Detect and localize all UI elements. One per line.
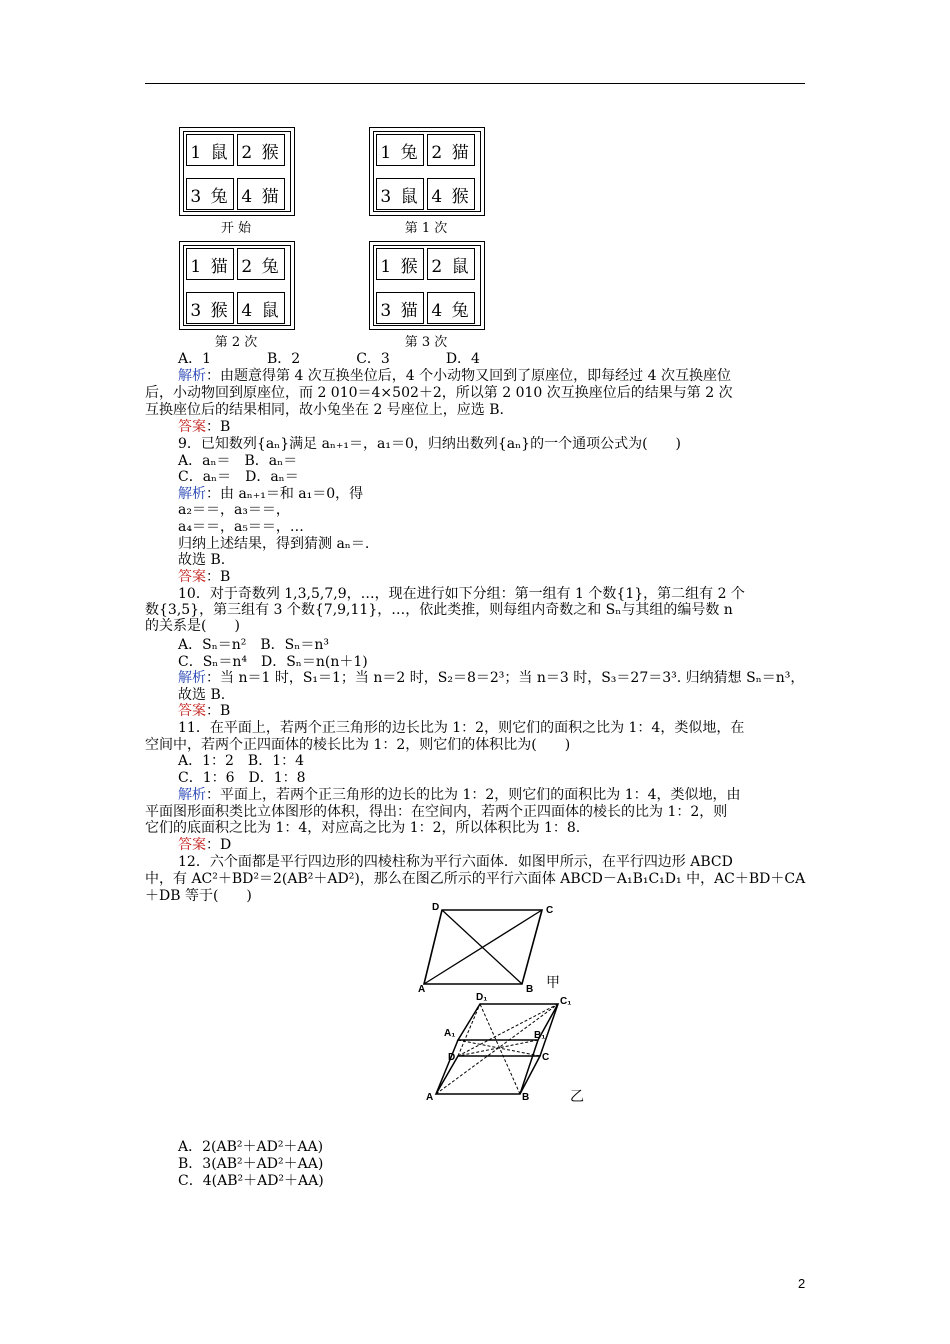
seat-cell: 1 猫 <box>186 248 234 280</box>
seat-cell: 2 兔 <box>237 248 285 280</box>
fig-yi-label-c: C <box>542 1052 550 1063</box>
text-line <box>178 519 304 536</box>
seat-diagram <box>369 241 485 330</box>
line-text: 11．在平面上，若两个正三角形的边长比为 1：2，则它们的面积之比为 1：4，类似地，在 <box>178 720 745 736</box>
analysis-label: 解析 <box>178 670 206 686</box>
seat-cell: 3 兔 <box>186 178 234 210</box>
seat-diagram <box>369 127 485 216</box>
line-text: 的关系是( ) <box>145 618 240 634</box>
figure-jia-label: 甲 <box>546 975 560 991</box>
page-number: 2 <box>798 1276 806 1291</box>
seat-diagram-caption: 开 始 <box>220 221 252 236</box>
analysis-label: 解析 <box>178 368 206 384</box>
text-line <box>178 720 744 737</box>
text-line <box>178 654 368 671</box>
seat-cell: 3 鼠 <box>376 178 424 210</box>
line-text: 9．已知数列{aₙ}满足 aₙ₊₁＝，a₁＝0，归纳出数列{aₙ}的一个通项公式为( ) <box>178 436 681 452</box>
analysis-label: 解析 <box>178 486 206 502</box>
line-text: C．aₙ＝ D．aₙ＝ <box>178 469 299 485</box>
seat-cell: 2 猴 <box>237 134 285 166</box>
text-line <box>178 770 306 787</box>
text-line <box>178 368 731 385</box>
seat-diagram-caption: 第 2 次 <box>214 335 258 350</box>
text-line <box>178 536 369 553</box>
header-rule <box>145 83 805 84</box>
q12-option-a: A．2(AB²＋AD²＋AA) <box>178 1139 324 1155</box>
text-line <box>178 670 804 687</box>
seat-cell: 4 猴 <box>427 178 475 210</box>
line-text: 12．六个面都是平行四边形的四棱柱称为平行六面体．如图甲所示，在平行四边形 ABCD <box>178 854 733 870</box>
seat-cell: 4 猫 <box>237 178 285 210</box>
line-text: ：当 n＝1 时，S₁＝1；当 n＝2 时，S₂＝8＝2³；当 n＝3 时，S₃＝27＝3³. 归纳猜想 Sₙ＝n³， <box>206 670 805 686</box>
seat-cell: 4 鼠 <box>237 292 285 324</box>
answer-label: 答案 <box>178 703 206 719</box>
line-text: a₄＝＝，a₅＝＝，… <box>178 519 304 535</box>
line-text: C．Sₙ＝n⁴ D．Sₙ＝n(n＋1) <box>178 654 368 670</box>
fig-yi-label-c1: C₁ <box>560 996 572 1007</box>
text-line <box>145 402 504 419</box>
text-line <box>145 385 733 402</box>
line-text: 归纳上述结果，得到猜测 aₙ＝. <box>178 536 370 552</box>
fig-yi-label-b: B <box>522 1092 530 1102</box>
fig-yi-label-b1: B₁ <box>534 1030 546 1041</box>
fig-yi-label-d1: D₁ <box>476 992 488 1003</box>
line-text: 后，小动物回到原座位，而 2 010＝4×502＋2，所以第 2 010 次互换座位后的结果与第 2 次 <box>145 385 733 401</box>
line-text: ＋DB 等于( ) <box>145 888 252 904</box>
line-text: 中，有 AC²＋BD²＝2(AB²＋AD²)，那么在图乙所示的平行六面体 ABCD－A₁B₁C₁D₁ 中，AC＋BD＋CA <box>145 871 806 887</box>
line-text: ：B <box>206 569 231 585</box>
text-line <box>178 552 225 569</box>
figure-yi <box>424 990 574 1102</box>
text-line <box>178 453 297 470</box>
text-line <box>178 586 745 603</box>
answer-label: 答案 <box>178 837 206 853</box>
line-text: 空间中，若两个正四面体的棱长比为 1：2，则它们的体积比为( ) <box>145 737 571 753</box>
answer-label: 答案 <box>178 419 206 435</box>
seat-cell: 1 兔 <box>376 134 424 166</box>
seat-diagram-caption: 第 3 次 <box>404 335 448 350</box>
q12-option-b: B．3(AB²＋AD²＋AA) <box>178 1156 324 1172</box>
text-line <box>178 837 231 854</box>
line-text: 故选 B. <box>178 687 226 703</box>
line-text: 互换座位后的结果相同，故小兔坐在 2 号座位上，应选 B. <box>145 402 504 418</box>
text-line <box>178 703 230 720</box>
text-line <box>178 502 290 519</box>
line-text: 10．对于奇数列 1,3,5,7,9，…，现在进行如下分组：第一组有 1 个数{1}，第二组有 2 个 <box>178 586 745 602</box>
seat-cell: 3 猴 <box>186 292 234 324</box>
fig-jia-label-c: C <box>546 905 554 916</box>
text-line <box>145 804 727 821</box>
seat-cell: 1 猴 <box>376 248 424 280</box>
text-line <box>178 854 733 871</box>
line-text: 数{3,5}，第三组有 3 个数{7,9,11}，…，依此类推，则每组内奇数之和 Sₙ与其组的编号数 n <box>145 602 733 618</box>
fig-jia-label-d: D <box>432 902 440 913</box>
text-line <box>145 618 240 635</box>
line-text: 故选 B. <box>178 552 226 568</box>
analysis-label: 解析 <box>178 787 206 803</box>
text-line <box>178 569 230 586</box>
text-line <box>178 687 225 704</box>
line-text: 平面图形面积类比立体图形的体积，得出：在空间内，若两个正四面体的棱长的比为 1：2，则 <box>145 804 728 820</box>
line-text: A．Sₙ＝n² B．Sₙ＝n³ <box>178 637 329 653</box>
text-line <box>145 871 805 888</box>
line-text: A．aₙ＝ B．aₙ＝ <box>178 453 298 469</box>
text-line <box>145 888 252 905</box>
text-line <box>145 602 733 619</box>
answer-label: 答案 <box>178 569 206 585</box>
text-line <box>145 737 570 754</box>
fig-yi-label-d: D <box>448 1052 456 1063</box>
text-line <box>145 820 580 837</box>
fig-yi-label-a1: A₁ <box>444 1028 456 1039</box>
line-text: a₂＝＝，a₃＝＝， <box>178 502 290 518</box>
seat-diagram <box>179 127 295 216</box>
line-text: A．1 B．2 C．3 D．4 <box>178 351 480 367</box>
line-text: A．1：2 B．1：4 <box>178 753 305 769</box>
line-text: ：D <box>206 837 232 853</box>
line-text: C．1：6 D．1：8 <box>178 770 306 786</box>
text-line <box>178 637 329 654</box>
fig-jia-label-b: B <box>526 984 534 994</box>
line-text: ：平面上，若两个正三角形的边长的比为 1：2，则它们的面积比为 1：4，类似地，由 <box>206 787 741 803</box>
text-line <box>178 419 230 436</box>
seat-cell: 1 鼠 <box>186 134 234 166</box>
fig-yi-label-a: A <box>426 1092 434 1102</box>
seat-cell: 4 兔 <box>427 292 475 324</box>
figure-yi-label: 乙 <box>570 1089 584 1105</box>
text-line <box>178 787 741 804</box>
seat-diagram-caption: 第 1 次 <box>404 221 448 236</box>
text-line <box>178 469 299 486</box>
line-text: ：由题意得第 4 次互换坐位后，4 个小动物又回到了原座位，即每经过 4 次互换座位 <box>206 368 731 384</box>
seat-diagram <box>179 241 295 330</box>
seat-cell: 2 鼠 <box>427 248 475 280</box>
fig-jia-label-a: A <box>418 984 426 994</box>
line-text: ：B <box>206 419 231 435</box>
text-line <box>178 436 681 453</box>
q12-option-c: C．4(AB²＋AD²＋AA) <box>178 1173 324 1189</box>
line-text: ：B <box>206 703 231 719</box>
seat-cell: 3 猫 <box>376 292 424 324</box>
line-text: ：由 aₙ₊₁＝和 a₁＝0，得 <box>206 486 364 502</box>
text-line <box>178 486 363 503</box>
text-line <box>178 753 304 770</box>
line-text: 它们的底面积之比为 1：4，对应高之比为 1：2，所以体积比为 1：8. <box>145 820 581 836</box>
seat-cell: 2 猫 <box>427 134 475 166</box>
text-line <box>178 351 480 368</box>
